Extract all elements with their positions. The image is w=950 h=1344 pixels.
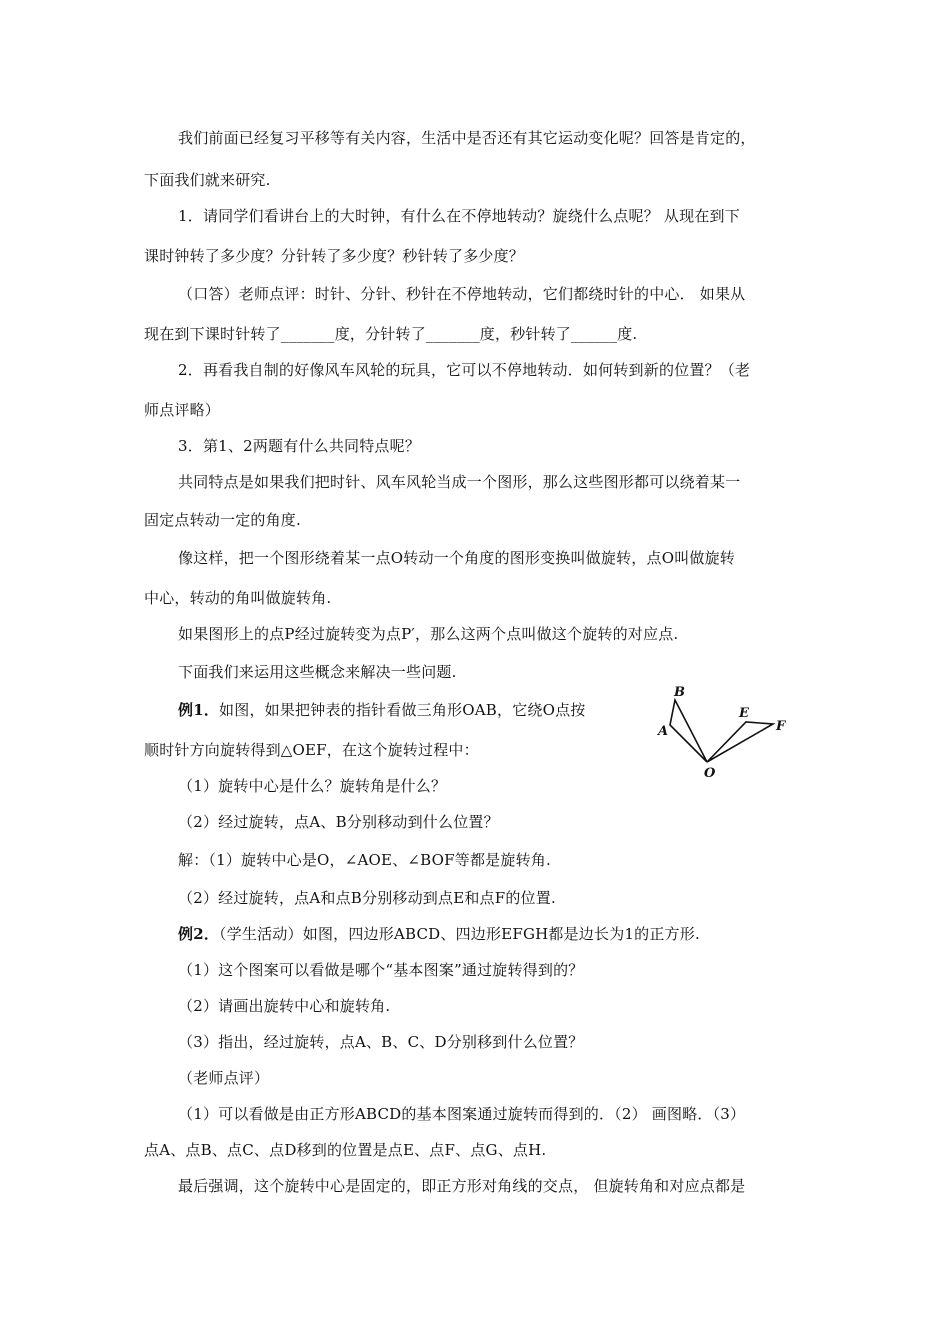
example-2-label: 例2．	[178, 925, 220, 943]
text-line-2: 下面我们就来研究.	[144, 171, 271, 189]
example-1-line	[178, 700, 586, 720]
text-line-27: （1）可以看做是由正方形ABCD的基本图案通过旋转而得到的．（2） 画图略．（3）	[178, 1105, 746, 1123]
text-line-23: （1）这个图案可以看做是哪个“基本图案”通过旋转得到的？	[178, 961, 584, 979]
text-line-12: 像这样，把一个图形绕着某一点O转动一个角度的图形变换叫做旋转，点O叫做旋转	[178, 549, 735, 567]
label-b: B	[674, 685, 685, 700]
text-line-3: 1．请同学们看讲台上的大时钟，有什么在不停地转动？旋绕什么点呢？ 从现在到下	[178, 207, 740, 225]
text-line-25: （3）指出，经过旋转，点A、B、C、D分别移到什么位置？	[178, 1033, 584, 1051]
text-line-1: 我们前面已经复习平移等有关内容，生活中是否还有其它运动变化呢？回答是肯定的，	[178, 129, 756, 147]
text-line-14: 如果图形上的点P经过旋转变为点P′，那么这两个点叫做这个旋转的对应点.	[178, 625, 679, 643]
text-line-20: 解：（1）旋转中心是O，∠AOE、∠BOF等都是旋转角.	[178, 851, 551, 869]
text-line-5: （口答）老师点评：时针、分针、秒针在不停地转动，它们都绕时针的中心． 如果从	[178, 285, 746, 303]
text-line-21: （2）经过旋转，点A和点B分别移动到点E和点F的位置.	[178, 889, 556, 907]
text-line-6: 现在到下课时针转了_______度，分针转了_______度，秒针转了______度.	[144, 325, 638, 343]
text-line-24: （2）请画出旋转中心和旋转角.	[178, 997, 391, 1015]
text-line-11: 固定点转动一定的角度.	[144, 511, 301, 529]
text-line-13: 中心，转动的角叫做旋转角.	[144, 589, 332, 607]
example-1-label: 例1．	[178, 701, 220, 719]
text-line-8: 师点评略）	[144, 401, 221, 419]
label-a: A	[658, 724, 669, 739]
text-line-29: 最后强调，这个旋转中心是固定的，即正方形对角线的交点， 但旋转角和对应点都是	[178, 1177, 746, 1195]
text-line-7: 2．再看我自制的好像风车风轮的玩具，它可以不停地转动．如何转到新的位置？（老	[178, 361, 751, 379]
label-f: F	[776, 719, 786, 734]
example-2-line	[178, 924, 700, 944]
text-line-4: 课时钟转了多少度？分针转了多少度？秒针转了多少度？	[144, 247, 525, 265]
text-line-10: 共同特点是如果我们把时针、风车风轮当成一个图形，那么这些图形都可以绕着某一	[178, 473, 741, 491]
triangle-oef	[707, 722, 773, 762]
text-line-9: 3．第1、2两题有什么共同特点呢？	[178, 437, 421, 455]
label-o: O	[704, 766, 716, 781]
text-line-19: （2）经过旋转，点A、B分别移动到什么位置？	[178, 813, 499, 831]
text-line-18: （1）旋转中心是什么？旋转角是什么？	[178, 777, 447, 795]
example-2-text: （学生活动）如图，四边形ABCD、四边形EFGH都是边长为1的正方形.	[219, 925, 700, 943]
text-line-17: 顺时针方向旋转得到△OEF，在这个旋转过程中：	[144, 741, 479, 759]
text-line-28: 点A、点B、点C、点D移到的位置是点E、点F、点G、点H.	[144, 1141, 547, 1159]
label-e: E	[739, 706, 749, 721]
text-line-26: （老师点评）	[178, 1069, 270, 1087]
rotation-figure	[650, 680, 820, 790]
text-line-15: 下面我们来运用这些概念来解决一些问题.	[178, 663, 457, 681]
triangle-oab	[670, 700, 707, 762]
example-1-text: 如图，如果把钟表的指针看做三角形OAB，它绕O点按	[219, 701, 586, 719]
